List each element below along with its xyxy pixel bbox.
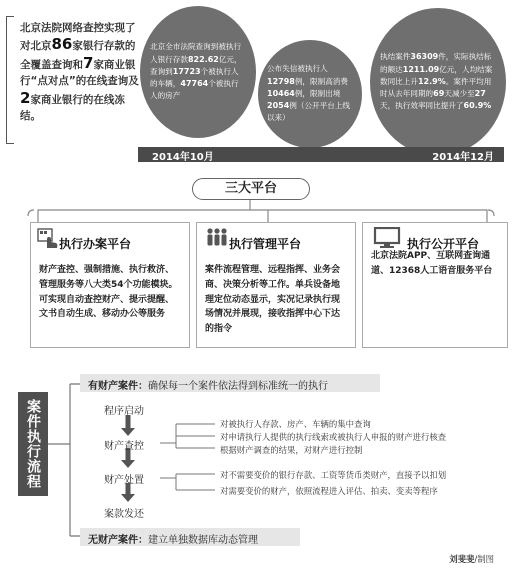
timeline-end: 2014年12月 (432, 152, 494, 163)
intro-part3: 家商业银行“点对点”的在线查询及 (20, 58, 139, 88)
intro-part4: 家商业银行的在线冻结。 (20, 93, 125, 123)
no-property-label: 无财产案件： (88, 535, 148, 546)
note-centralized-query: 对被执行人存款、房产、车辆的集中查询 (220, 419, 371, 429)
step-payment-return: 案款发还 (104, 509, 144, 520)
intro-part1: 北京法院网络查控实现了对北京 (20, 22, 136, 53)
no-property-banner (88, 531, 258, 546)
graphic-credit (449, 553, 494, 565)
note-property-control: 根据财产调查的结果，对财产进行控制 (220, 445, 363, 455)
stat-blob-query-text: 北京全市法院查询到被执行人银行存款822.62亿元，查询到17723个被执行人的车辆，47764个被执行人的房产 (150, 42, 242, 101)
stat-blob-dishonest-text: 公布失信被执行人12798例，限制高消费10464例，限制出境2054例（公开平台上线以来） (267, 64, 351, 123)
note-auction-process: 对需要变价的财产，依照流程进入评估、拍卖、变卖等程序 (220, 486, 438, 496)
platform-public-title: 执行公开平台 (407, 237, 480, 251)
credit-name: 刘斐斐 (449, 554, 475, 564)
has-property-banner (88, 377, 328, 392)
stat-blob-closed-cases-text: 执结案件36309件，实际执结标的额达1211.09亿元，人均结案数同比上升12.9%。案件平均用时从去年同期的69天减少至27天，执行效率同比提升了60.9% (380, 52, 493, 111)
platform-case-handling-body: 财产查控、强制措施、执行救济、管理服务等八大类54个功能模块。可实现自动查控财产、提示提醒、文书自动生成、移动办公等服务 (39, 265, 178, 320)
has-property-label: 有财产案件： (88, 381, 148, 392)
platform-management-title: 执行管理平台 (229, 237, 302, 251)
note-clue-verification: 对申请执行人提供的执行线索或被执行人申报的财产进行核查 (220, 432, 447, 442)
no-property-text: 建立单独数据库动态管理 (148, 535, 258, 546)
intro-bank-count: 86 (51, 35, 73, 54)
intro-freeze-count: 2 (20, 88, 31, 107)
credit-suffix: /制图 (474, 554, 494, 564)
note-direct-deduction: 对不需要变价的银行存款、工资等货币类财产，直接予以扣划 (220, 470, 447, 480)
platform-public-body: 北京法院APP、互联网查询通道、12368人工语音服务平台 (371, 251, 493, 276)
step-property-disposal: 财产处置 (104, 475, 144, 486)
step-program-start: 程序启动 (104, 406, 144, 417)
platform-management-body: 案件流程管理、远程指挥、业务会商、决策分析等工作。单兵设备地理定位动态显示，实况记录执行现场情况并展现，接收指挥中心下达的指令 (205, 265, 341, 335)
step-property-query: 财产查控 (104, 441, 144, 452)
intro-p2p-count: 7 (83, 53, 94, 72)
three-platforms-title: 三大平台 (192, 178, 310, 200)
has-property-text: 确保每一个案件依法得到标准统一的执行 (148, 381, 328, 392)
timeline-start: 2014年10月 (152, 152, 214, 163)
platform-case-handling-title: 执行办案平台 (59, 237, 132, 251)
execution-flow-label: 案件执行流程 (18, 392, 48, 496)
intro-part2: 家银行存款的全覆盖查询和 (20, 40, 136, 71)
